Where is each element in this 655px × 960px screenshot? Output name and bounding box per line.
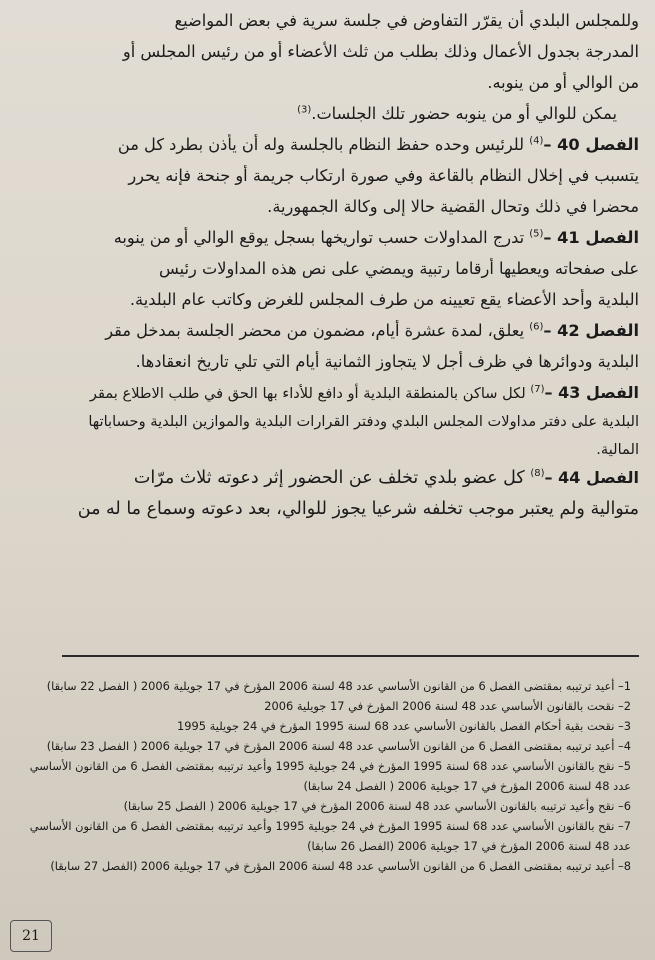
article-40-heading bbox=[18, 134, 639, 156]
footnote-continuation: عدد 48 لسنة 2006 المؤرخ في 17 جويلية 2006 ( الفصل 24 سابقا) bbox=[303, 779, 631, 793]
article-41-heading bbox=[18, 227, 639, 249]
article-text: لكل ساكن بالمنطقة البلدية أو دافع للأداء بها الحق في طلب الاطلاع بمقر bbox=[89, 385, 526, 402]
footnote: 8– أعيد ترتيبه بمقتضى الفصل 6 من القانون الأساسي عدد 48 لسنة 2006 المؤرخ في 17 جويلية 2006 (الفصل 27 سابقا) bbox=[50, 859, 631, 873]
article-text: للرئيس وحده حفظ النظام بالجلسة وله أن يأذن بطرد كل من bbox=[117, 135, 525, 154]
page-body bbox=[18, 10, 639, 529]
footnote-ref: (7) bbox=[530, 384, 545, 396]
body-line: البلدية على دفتر مداولات المجلس البلدي ودفتر القرارات البلدية والموازين البلدية وحساباتها bbox=[88, 413, 639, 430]
footnote: 2– نقحت بالقانون الأساسي عدد 48 لسنة 2006 المؤرخ في 17 جويلية 2006 bbox=[264, 699, 631, 713]
footnote: 4– أعيد ترتيبه بمقتضى الفصل 6 من القانون الأساسي عدد 48 لسنة 2006 المؤرخ في 17 جويلية 2006 ( الفصل 23 سابقا) bbox=[46, 739, 631, 753]
footnote-divider bbox=[62, 655, 639, 657]
article-label: الفصل 40 – bbox=[543, 135, 639, 154]
body-line: المدرجة بجدول الأعمال وذلك بطلب من ثلث الأعضاء أو من رئيس المجلس أو bbox=[122, 42, 639, 61]
article-42-heading bbox=[18, 320, 639, 342]
article-text: كل عضو بلدي تخلف عن الحضور إثر دعوته ثلاث مرّات bbox=[133, 468, 525, 488]
footnote: 1– أعيد ترتيبه بمقتضى الفصل 6 من القانون الأساسي عدد 48 لسنة 2006 المؤرخ في 17 جويلية 2006 ( الفصل 22 سابقا) bbox=[46, 679, 631, 693]
footnote: 3– نقحت بقية أحكام الفصل بالقانون الأساسي عدد 68 لسنة 1995 المؤرخ في 24 جويلية 1995 bbox=[177, 719, 631, 733]
footnote: 6– نقح وأعيد ترتيبه بالقانون الأساسي عدد 48 لسنة 2006 المؤرخ في 17 جويلية 2006 ( الفصل 25 سابقا) bbox=[123, 799, 631, 813]
article-label: الفصل 44 – bbox=[544, 468, 639, 487]
footnote-ref: (6) bbox=[529, 321, 544, 333]
footnote-ref: (5) bbox=[529, 228, 544, 240]
footnote: 7– نقح بالقانون الأساسي عدد 68 لسنة 1995 المؤرخ في 24 جويلية 1995 وأعيد ترتيبه بمقتضى الفصل 6 من القانون الأساسي bbox=[29, 819, 631, 833]
footnote: 5– نقح بالقانون الأساسي عدد 68 لسنة 1995 المؤرخ في 24 جويلية 1995 وأعيد ترتيبه بمقتضى الفصل 6 من القانون الأساسي bbox=[29, 759, 631, 773]
footnote-ref: (8) bbox=[530, 468, 545, 480]
footnote-ref: (3) bbox=[297, 104, 312, 116]
article-text: يعلق، لمدة عشرة أيام، مضمون من محضر الجلسة بمدخل مقر bbox=[105, 321, 525, 340]
article-text: تدرج المداولات حسب تواريخها بسجل يوقع الوالي أو من ينوبه bbox=[113, 228, 525, 247]
page-number: 21 bbox=[10, 920, 52, 952]
article-label: الفصل 43 – bbox=[544, 383, 639, 402]
footnote-ref: (4) bbox=[529, 135, 544, 147]
body-line: المالية. bbox=[596, 441, 639, 458]
body-line: البلدية وأحد الأعضاء يقع تعيينه من طرف المجلس للغرض وكاتب عام البلدية. bbox=[129, 290, 639, 309]
body-line: على صفحاته ويعطيها أرقاما رتبية ويمضي على نص هذه المداولات رئيس bbox=[159, 259, 639, 278]
article-43-heading bbox=[18, 382, 639, 405]
body-line: محضرا في ذلك وتحال القضية حالا إلى وكالة الجمهورية. bbox=[267, 197, 639, 216]
footnotes bbox=[22, 676, 631, 876]
article-label: الفصل 42 – bbox=[543, 321, 639, 340]
body-line: البلدية ودوائرها في ظرف أجل لا يتجاوز الثمانية أيام التي تلي تاريخ انعقادها. bbox=[135, 352, 639, 371]
body-line: من الوالي أو من ينوبه. bbox=[487, 73, 639, 92]
footnote-continuation: عدد 48 لسنة 2006 المؤرخ في 17 جويلية 2006 (الفصل 26 سابقا) bbox=[307, 839, 631, 853]
article-44-block bbox=[18, 467, 639, 520]
body-line bbox=[18, 103, 639, 125]
article-43-block bbox=[18, 382, 639, 461]
body-line: يتسبب في إخلال النظام بالقاعة وفي صورة ارتكاب جريمة أو جنحة فإنه يحرر bbox=[128, 166, 639, 185]
article-44-heading bbox=[18, 467, 639, 489]
body-line: متوالية ولم يعتبر موجب تخلفه شرعيا يجوز للوالي، بعد دعوته وسماع ما له من bbox=[77, 499, 639, 519]
article-label: الفصل 41 – bbox=[543, 228, 639, 247]
body-line: وللمجلس البلدي أن يقرّر التفاوض في جلسة سرية في بعض المواضيع bbox=[174, 11, 639, 30]
body-line-text: يمكن للوالي أو من ينوبه حضور تلك الجلسات. bbox=[311, 104, 617, 123]
